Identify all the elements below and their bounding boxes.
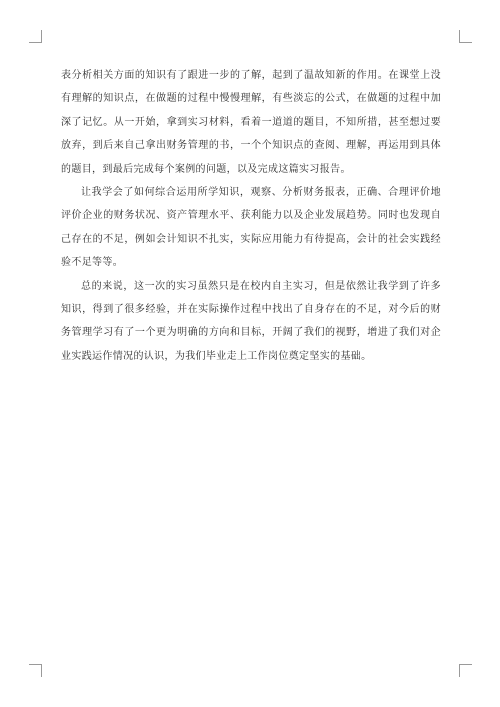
crop-mark-top-right: [459, 30, 472, 43]
crop-mark-bottom-right: [459, 664, 472, 677]
paragraph-continuation: 表分析相关方面的知识有了跟进一步的了解，起到了温故知新的作用。在课堂上没有理解的知识点，在做题的过程中慢慢理解，有些淡忘的公式，在做题的过程中加深了记忆。从一开始，拿到实习材料，看着一道道的题目，不知所措，甚至想过要放弃，到后来自己拿出财务管理的书，一个个知识点的查阅、理解，再运用到具体的题目，到最后完成每个案例的问题，以及完成这篇实习报告。: [61, 70, 441, 175]
crop-mark-top-left: [29, 30, 42, 43]
paragraph-skills: 让我学会了如何综合运用所学知识，观察、分析财务报表，正确、合理评价地评价企业的财务状况、资产管理水平、获利能力以及企业发展趋势。同时也发现自己存在的不足，例如会计知识不扎实，实际应用能力有待提高，会计的社会实践经验不足等等。: [61, 187, 441, 269]
crop-mark-bottom-left: [29, 664, 42, 677]
paragraph-summary: 总的来说，这一次的实习虽然只是在校内自主实习，但是依然让我学到了许多知识，得到了很多经验，并在实际操作过程中找出了自身存在的不足，对今后的财务管理学习有了一个更为明确的方向和目标，开阔了我们的视野，增进了我们对企业实践运作情况的认识，为我们毕业走上工作岗位奠定坚实的基础。: [61, 280, 441, 362]
document-body: [61, 64, 441, 368]
